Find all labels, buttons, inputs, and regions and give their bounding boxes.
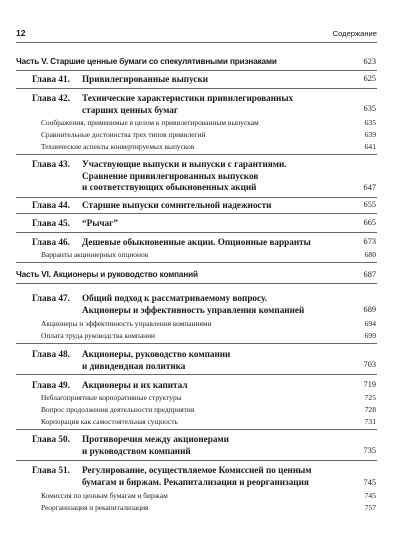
- chapter-title: [82, 465, 350, 488]
- chapter-title: [82, 218, 350, 230]
- chapter-title-line: старших ценных бумаг: [82, 104, 179, 115]
- divider: [16, 154, 377, 155]
- page-ref: 703: [363, 360, 376, 369]
- chapter-title-line: Сравнение привилегированных выпусков: [82, 170, 259, 181]
- chapter-title-line: “Рычаг”: [82, 218, 118, 228]
- chapter-title-line: Старшие выпуски сомнительной надежности: [82, 200, 272, 210]
- page-ref: 625: [363, 74, 376, 83]
- chapter-number: Глава 49.: [32, 380, 70, 390]
- divider: [16, 343, 377, 344]
- divider: [16, 429, 377, 430]
- subsection-title: Реорганизация и рекапитализация: [41, 503, 149, 512]
- page-ref: 699: [364, 331, 376, 340]
- divider: [16, 232, 377, 233]
- divider: [16, 460, 377, 461]
- chapter-title-line: и дивидендная политика: [82, 360, 186, 371]
- divider: [16, 88, 377, 89]
- chapter-number: Глава 46.: [32, 237, 70, 247]
- chapter-title-line: бумагам и биржам. Рекапитализация и реорганизация: [82, 476, 309, 487]
- chapter-title: [82, 349, 350, 372]
- page-ref: 655: [363, 200, 376, 209]
- divider: [16, 213, 377, 214]
- subsection-title: Соображения, применимые в целом к привилегированным выпускам: [41, 118, 259, 127]
- chapter-number: Глава 50.: [32, 434, 70, 444]
- chapter-title-line: и соответствующих обыкновенных акций: [82, 182, 257, 192]
- chapter-title-line: Акционеры и их капитал: [82, 380, 188, 390]
- subsection-title: Оплата труда руководства компании: [41, 331, 156, 340]
- page-ref: 689: [363, 305, 376, 314]
- divider: [16, 374, 377, 375]
- page-ref: 757: [364, 503, 376, 512]
- page-ref: 687: [363, 270, 376, 279]
- part-title: Часть V. Старшие ценные бумаги со спекулятивными признаками: [16, 57, 277, 66]
- page-ref: 725: [364, 393, 376, 402]
- chapter-title-line: Технические характеристики привилегированных: [82, 93, 294, 103]
- page-ref: 719: [363, 380, 376, 389]
- page-ref: 745: [363, 478, 376, 487]
- running-header: [16, 28, 377, 41]
- subsection-title: Неблагоприятные корпоративные структуры: [41, 393, 182, 402]
- header-rule: [16, 42, 377, 43]
- chapter-title: [82, 293, 350, 316]
- chapter-number: Глава 48.: [32, 349, 70, 359]
- page-ref: 641: [364, 142, 376, 151]
- part-title: Часть VI. Акционеры и руководство компаний: [16, 270, 198, 279]
- section-title: Содержание: [332, 29, 377, 38]
- subsection-title: Комиссия по ценным бумагам и биржам: [41, 491, 168, 500]
- subsection-title: Сравнительные достоинства трех типов привилегий: [41, 130, 206, 139]
- chapter-number: Глава 51.: [32, 465, 70, 475]
- subsection-title: Технические аспекты конвертируемых выпусков: [41, 142, 195, 151]
- page-ref: 635: [364, 118, 376, 127]
- divider: [16, 262, 377, 263]
- chapter-title: [82, 93, 350, 116]
- divider: [16, 197, 377, 198]
- chapter-title-line: и руководством компаний: [82, 445, 191, 456]
- chapter-title-line: Дешевые обыкновенные акции. Опционные варранты: [82, 237, 311, 247]
- chapter-title: [82, 74, 350, 86]
- chapter-number: Глава 45.: [32, 218, 70, 228]
- divider: [16, 283, 377, 284]
- chapter-title: [82, 200, 350, 212]
- page-ref: 673: [363, 237, 376, 246]
- page-ref: 694: [364, 319, 376, 328]
- chapter-title-line: Противоречия между акционерами: [82, 434, 229, 444]
- page-number: 12: [16, 28, 26, 38]
- chapter-number: Глава 44.: [32, 200, 70, 210]
- chapter-title-line: Акционеры, руководство компании: [82, 349, 231, 359]
- page-ref: 731: [364, 417, 376, 426]
- chapter-title: [82, 380, 350, 392]
- subsection-title: Варранты акционерных опционов: [41, 250, 149, 259]
- chapter-title: [82, 237, 350, 249]
- chapter-number: Глава 41.: [32, 74, 70, 84]
- chapter-title: [82, 159, 350, 194]
- chapter-title-line: Акционеры и эффективность управления компанией: [82, 304, 305, 315]
- page-ref: 680: [364, 250, 376, 259]
- subsection-title: Корпорация как самостоятельная сущность: [41, 417, 178, 426]
- divider: [16, 70, 377, 71]
- chapter-title-line: Общий подход к рассматриваемому вопросу.: [82, 293, 267, 303]
- chapter-number: Глава 47.: [32, 293, 70, 303]
- subsection-title: Акционеры и эффективность управления компаниями: [41, 319, 212, 328]
- chapter-title: [82, 434, 350, 457]
- chapter-number: Глава 43.: [32, 159, 70, 169]
- subsection-title: Вопрос продолжения деятельности предприятия: [41, 405, 195, 414]
- chapter-title-line: Участвующие выпуски и выпуски с гарантиями.: [82, 159, 287, 169]
- page-ref: 728: [364, 405, 376, 414]
- page-ref: 623: [363, 57, 376, 66]
- chapter-number: Глава 42.: [32, 93, 70, 103]
- page-ref: 665: [363, 218, 376, 227]
- page-ref: 639: [364, 130, 376, 139]
- page-ref: 635: [363, 104, 376, 113]
- page-ref: 735: [363, 446, 376, 455]
- page-ref: 745: [364, 491, 376, 500]
- page-ref: 647: [363, 183, 376, 192]
- chapter-title-line: Привилегированные выпуски: [82, 74, 209, 84]
- chapter-title-line: Регулирование, осуществляемое Комиссией по ценным: [82, 465, 312, 475]
